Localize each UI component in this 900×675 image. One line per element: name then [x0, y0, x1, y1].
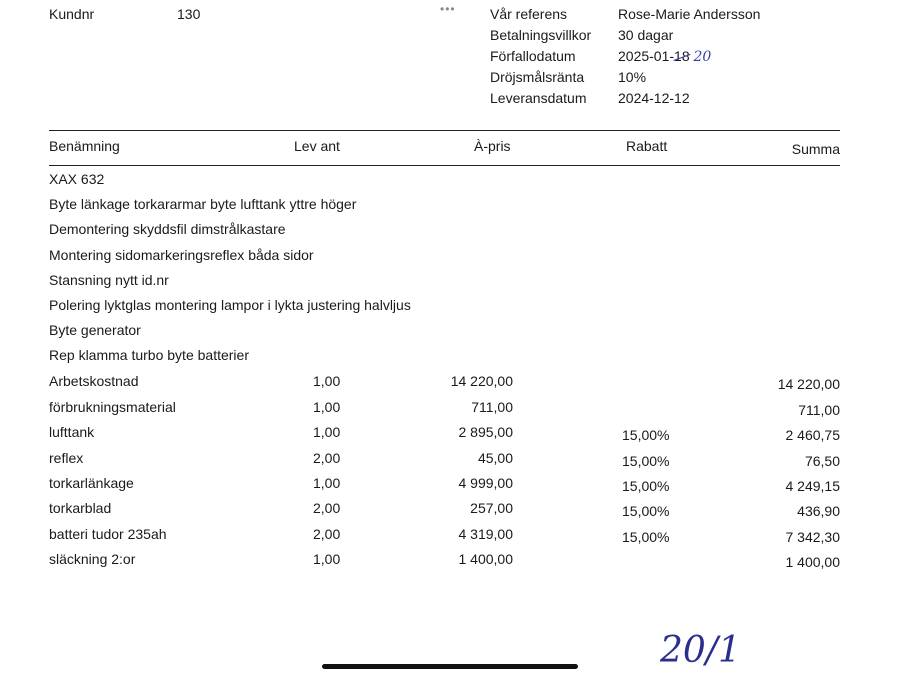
item-discount: 15,00% — [622, 529, 670, 545]
description-line: Montering sidomarkeringsreflex båda sidor — [49, 247, 314, 263]
item-unit-price: 1 400,00 — [458, 551, 513, 567]
item-discount: 15,00% — [622, 427, 670, 443]
delivery-date-value: 2024-12-12 — [618, 90, 690, 106]
description-line: Demontering skyddsfil dimstrålkastare — [49, 221, 286, 237]
item-name: Arbetskostnad — [49, 373, 139, 389]
item-unit-price: 257,00 — [470, 500, 513, 516]
item-total: 14 220,00 — [777, 376, 840, 392]
item-unit-price: 45,00 — [477, 450, 513, 466]
item-qty: 1,00 — [313, 399, 341, 415]
item-name: reflex — [49, 450, 84, 466]
column-header-discount: Rabatt — [626, 138, 668, 154]
column-header-unit-price: À-pris — [474, 138, 511, 154]
item-discount: 15,00% — [622, 503, 670, 519]
payment-terms-label: Betalningsvillkor — [490, 27, 592, 43]
item-qty: 2,00 — [313, 450, 341, 466]
due-date-label: Förfallodatum — [490, 48, 576, 64]
item-total: 7 342,30 — [785, 529, 840, 545]
item-name: släckning 2:or — [49, 551, 136, 567]
due-date-struck-day: 18 — [674, 48, 690, 64]
item-qty: 1,00 — [313, 424, 341, 440]
table-top-rule — [49, 130, 840, 131]
item-name: batteri tudor 235ah — [49, 526, 167, 542]
table-row — [0, 551, 900, 575]
reference-label: Vår referens — [490, 6, 568, 22]
table-row — [0, 399, 900, 423]
description-line: Stansning nytt id.nr — [49, 272, 169, 288]
due-date-value — [618, 48, 711, 65]
column-header-qty: Lev ant — [294, 138, 340, 154]
item-unit-price: 2 895,00 — [458, 424, 513, 440]
item-unit-price: 711,00 — [471, 399, 513, 415]
item-name: förbrukningsmaterial — [49, 399, 176, 415]
item-qty: 1,00 — [313, 373, 341, 389]
column-header-name: Benämning — [49, 138, 120, 154]
item-total: 76,50 — [804, 453, 840, 469]
item-name: lufttank — [49, 424, 95, 440]
home-indicator[interactable] — [322, 664, 578, 669]
item-total: 4 249,15 — [785, 478, 840, 494]
more-menu-icon[interactable]: ••• — [440, 2, 456, 16]
item-unit-price: 14 220,00 — [450, 373, 513, 389]
item-qty: 2,00 — [313, 526, 341, 542]
due-date-handwritten-day: 20 — [693, 49, 712, 65]
item-total: 1 400,00 — [785, 554, 840, 570]
item-total: 2 460,75 — [785, 427, 840, 443]
table-row — [0, 526, 900, 550]
table-row — [0, 500, 900, 524]
item-name: torkarblad — [49, 500, 112, 516]
late-interest-label: Dröjsmålsränta — [490, 69, 585, 85]
due-date-prefix: 2025-01- — [618, 48, 675, 64]
item-qty: 2,00 — [313, 500, 341, 516]
handwritten-date-note: 20/1 — [660, 630, 741, 671]
item-unit-price: 4 319,00 — [458, 526, 513, 542]
description-line: XAX 632 — [49, 171, 105, 187]
column-header-total: Summa — [791, 141, 840, 157]
table-row — [0, 373, 900, 397]
customer-number-label: Kundnr — [49, 6, 95, 22]
payment-terms-value: 30 dagar — [618, 27, 674, 43]
late-interest-value: 10% — [618, 69, 647, 85]
item-qty: 1,00 — [313, 475, 341, 491]
description-line: Polering lyktglas montering lampor i lykta justering halvljus — [49, 297, 411, 313]
table-header-rule — [49, 165, 840, 166]
table-row — [0, 450, 900, 474]
item-total: 711,00 — [798, 402, 840, 418]
delivery-date-label: Leveransdatum — [490, 90, 587, 106]
item-unit-price: 4 999,00 — [458, 475, 513, 491]
description-line: Byte länkage torkararmar byte lufttank yttre höger — [49, 196, 357, 212]
item-total: 436,90 — [797, 503, 840, 519]
customer-number-value: 130 — [177, 6, 201, 22]
table-row — [0, 424, 900, 448]
item-discount: 15,00% — [622, 453, 670, 469]
table-row — [0, 475, 900, 499]
description-line: Rep klamma turbo byte batterier — [49, 347, 249, 363]
item-qty: 1,00 — [313, 551, 341, 567]
item-name: torkarlänkage — [49, 475, 134, 491]
item-discount: 15,00% — [622, 478, 670, 494]
reference-value: Rose-Marie Andersson — [618, 6, 761, 22]
description-line: Byte generator — [49, 322, 141, 338]
